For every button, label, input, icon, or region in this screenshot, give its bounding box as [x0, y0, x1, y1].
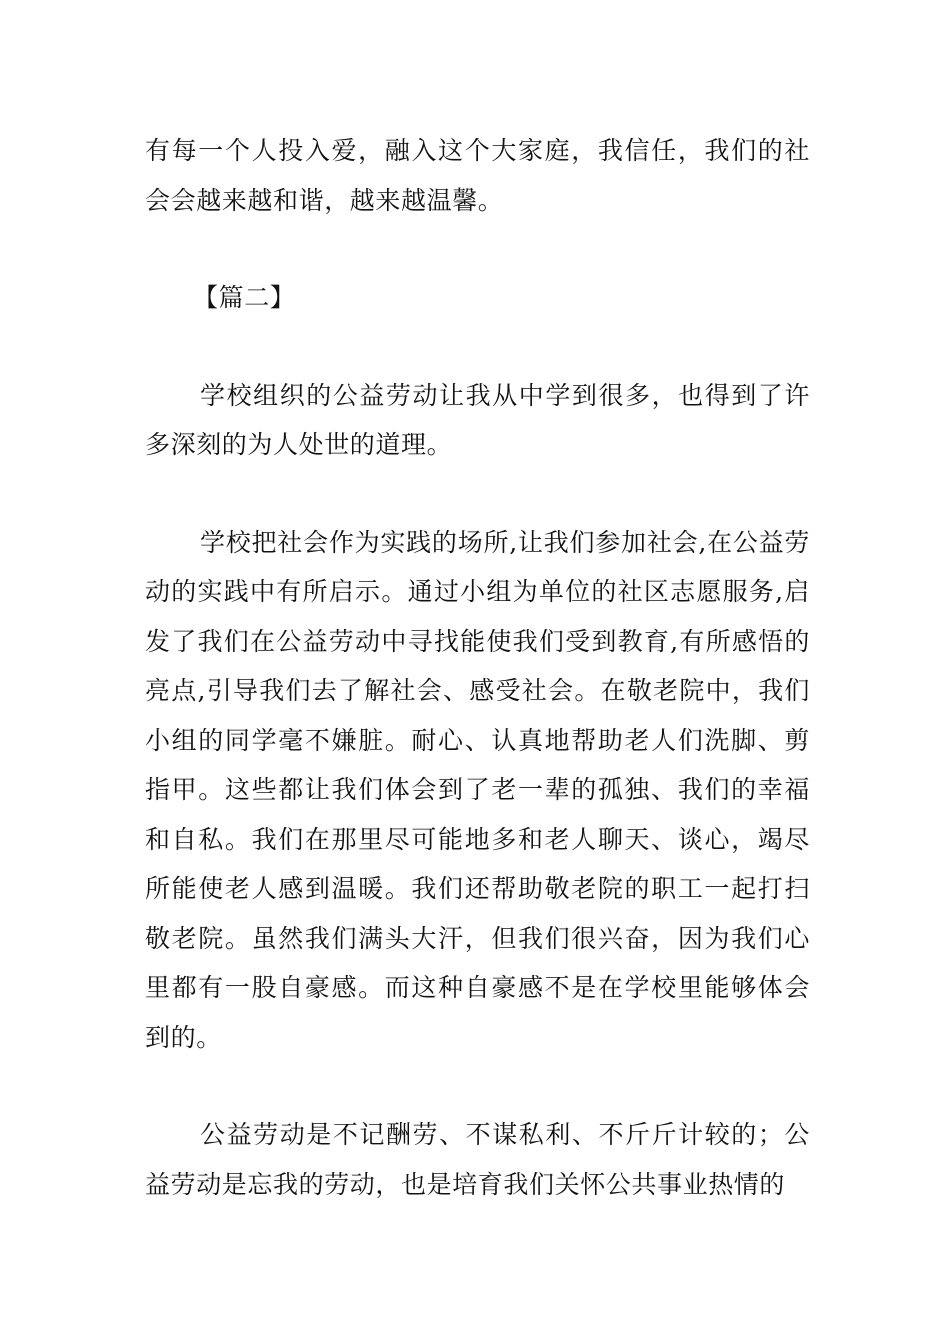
paragraph: 学校组织的公益劳动让我从中学到很多，也得到了许多深刻的为人处世的道理。: [145, 380, 810, 459]
paragraph: 学校把社会作为实践的场所,让我们参加社会,在公益劳动的实践中有所启示。通过小组为单位的社区志愿服务,启发了我们在公益劳动中寻找能使我们受到教育,有所感悟的亮点,引导我们去了解社会、感受社会。在敬老院中，我们小组的同学毫不嫌脏。耐心、认真地帮助老人们洗脚、剪指甲。这些都让我们体会到了老一辈的孤独、我们的幸福和自私。我们在那里尽可能地多和老人聊天、谈心，竭尽所能使老人感到温暖。我们还帮助敬老院的职工一起打扫敬老院。虽然我们满头大汗，但我们很兴奋，因为我们心里都有一股自豪感。而这种自豪感不是在学校里能够体会到的。: [145, 527, 810, 1052]
document-body: [145, 126, 810, 1209]
paragraph-gap: [145, 470, 810, 518]
paragraph-gap: [145, 323, 810, 371]
paragraph-gap: [145, 1062, 810, 1110]
paragraph-continuation: 有每一个人投入爱，融入这个大家庭，我信任，我们的社会会越来越和谐，越来越温馨。: [145, 136, 810, 215]
paragraph-gap: [145, 225, 810, 273]
paragraph: 公益劳动是不记酬劳、不谋私利、不斤斤计较的；公益劳动是忘我的劳动，也是培育我们关怀公共事业热情的: [145, 1120, 810, 1199]
section-heading: 【篇二】: [193, 283, 296, 312]
